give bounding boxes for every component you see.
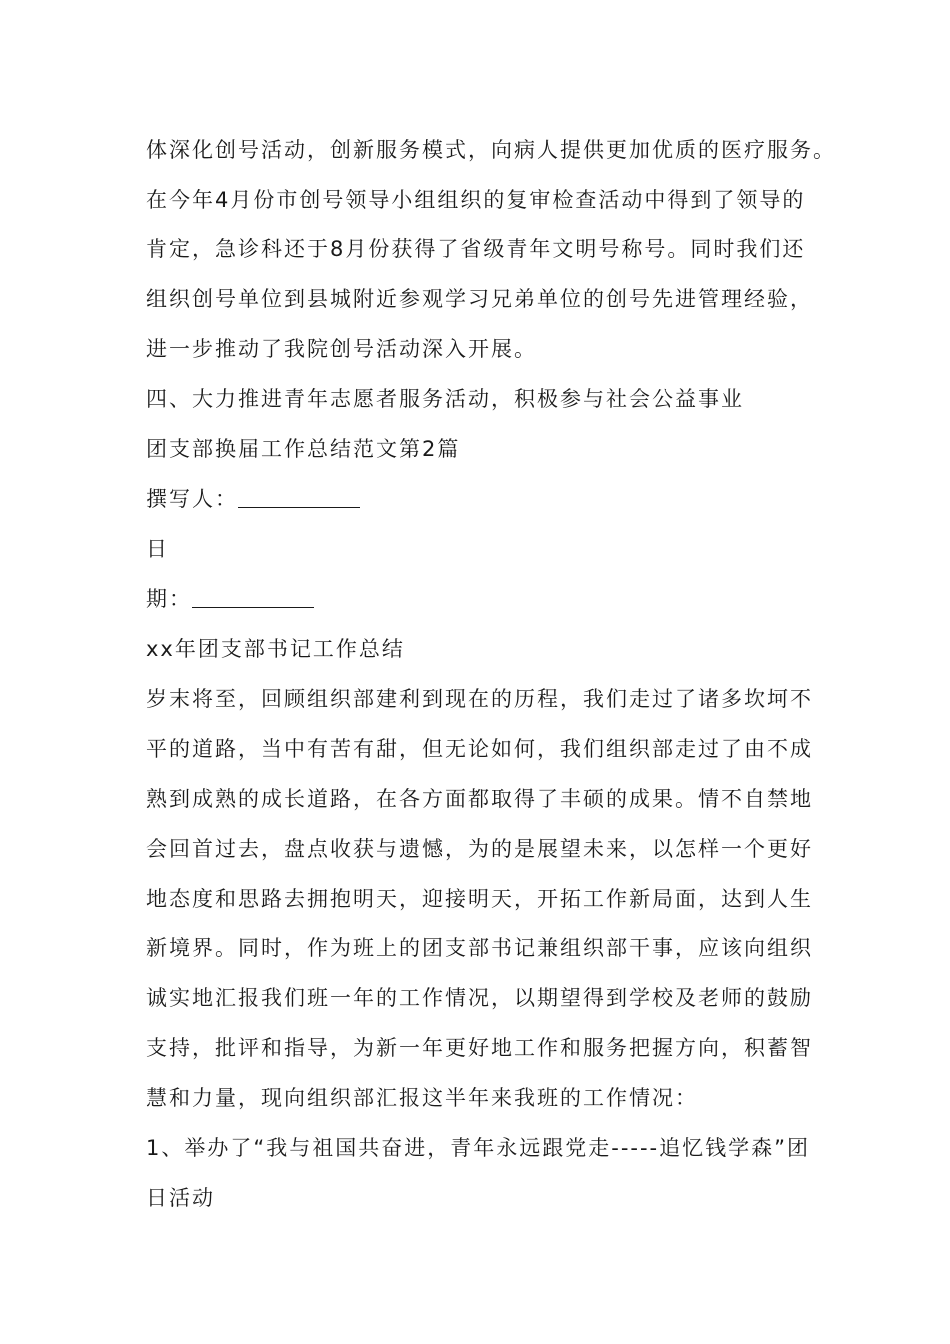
paragraph-line: 新境界。同时，作为班上的团支部书记兼组织部干事，应该向组织 (146, 936, 813, 960)
paragraph-line: 组织创号单位到县城附近参观学习兄弟单位的创号先进管理经验， (146, 287, 813, 311)
date-field (146, 586, 314, 612)
date-label-part1: 日 (146, 537, 169, 561)
document-title: 团支部换届工作总结范文第2篇 (146, 437, 461, 461)
date-blank (192, 587, 314, 608)
list-item-continuation: 日活动 (146, 1186, 215, 1210)
paragraph-line: 诚实地汇报我们班一年的工作情况，以期望得到学校及老师的鼓励 (146, 986, 813, 1010)
paragraph-line: 肯定，急诊科还于8月份获得了省级青年文明号称号。同时我们还 (146, 237, 806, 261)
paragraph-line: 进一步推动了我院创号活动深入开展。 (146, 337, 537, 361)
paragraph-line: 会回首过去，盘点收获与遗憾，为的是展望未来，以怎样一个更好 (146, 837, 813, 861)
list-item: 1、举办了“我与祖国共奋进，青年永远跟党走-----追忆钱学森”团 (146, 1136, 811, 1160)
paragraph-line: 慧和力量，现向组织部汇报这半年来我班的工作情况： (146, 1086, 698, 1110)
paragraph-line: 支持，批评和指导，为新一年更好地工作和服务把握方向，积蓄智 (146, 1036, 813, 1060)
paragraph-line: 熟到成熟的成长道路，在各方面都取得了丰硕的成果。情不自禁地 (146, 787, 813, 811)
paragraph-line: 在今年4月份市创号领导小组组织的复审检查活动中得到了领导的 (146, 188, 806, 212)
author-label: 撰写人： (146, 487, 238, 511)
date-label-part2: 期： (146, 587, 192, 611)
author-blank (238, 487, 360, 508)
paragraph-line: 岁末将至，回顾组织部建利到现在的历程，我们走过了诸多坎坷不 (146, 687, 813, 711)
section-heading: 四、大力推进青年志愿者服务活动，积极参与社会公益事业 (146, 387, 744, 411)
paragraph-line: 平的道路，当中有苦有甜，但无论如何，我们组织部走过了由不成 (146, 737, 813, 761)
paragraph-line: 地态度和思路去拥抱明天，迎接明天，开拓工作新局面，达到人生 (146, 887, 813, 911)
author-field (146, 486, 360, 512)
paragraph-line: 体深化创号活动，创新服务模式，向病人提供更加优质的医疗服务。 (146, 138, 836, 162)
report-title: xx年团支部书记工作总结 (146, 637, 405, 661)
